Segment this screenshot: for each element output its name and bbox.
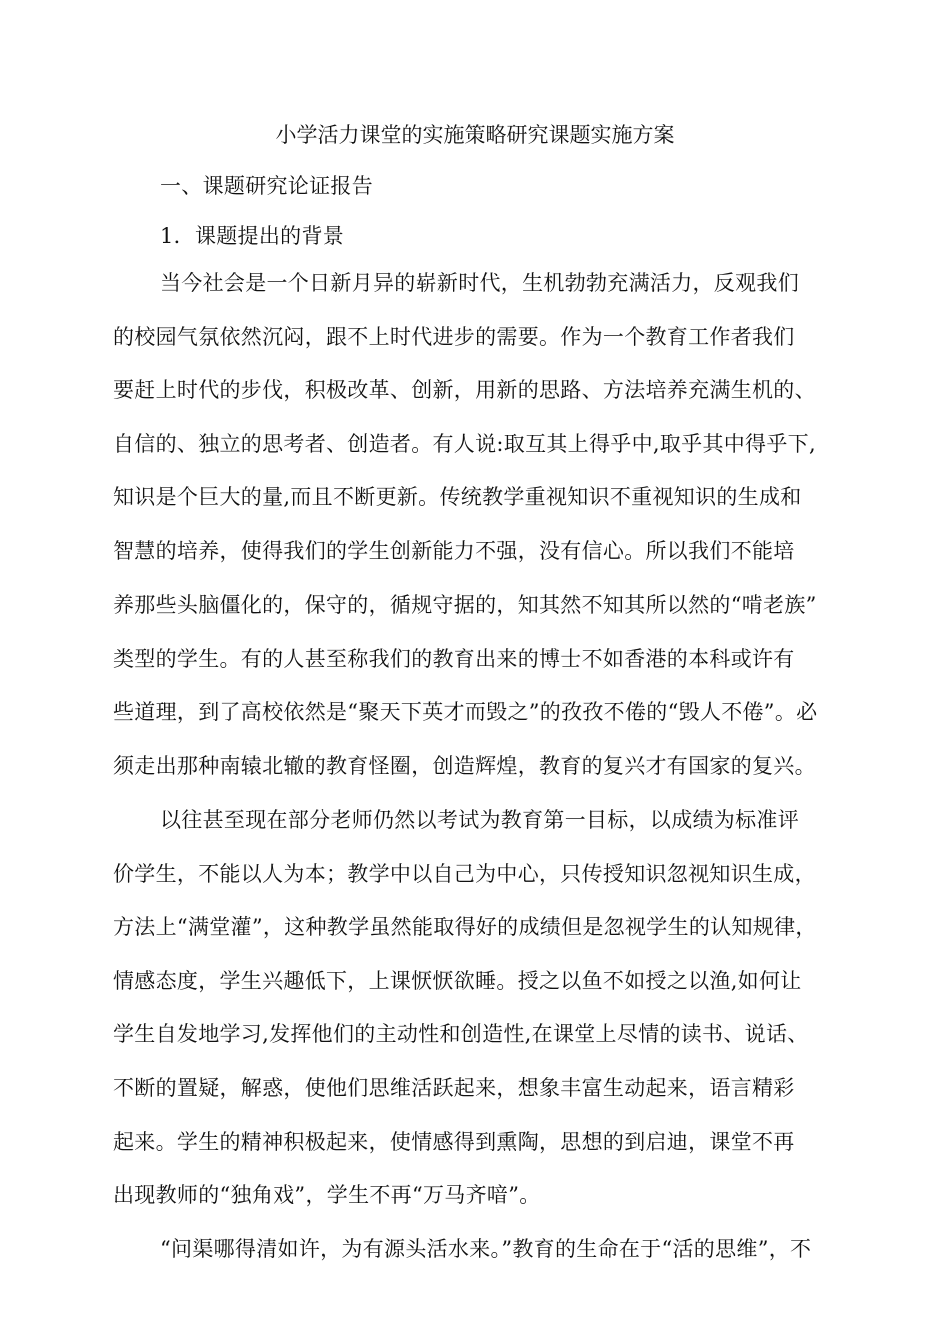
paragraph-line: 养那些头脑僵化的，保守的，循规守据的，知其然不知其所以然的“啃老族”	[113, 593, 817, 617]
paragraph-line: 起来。学生的精神积极起来，使情感得到熏陶，思想的到启迪，课堂不再	[113, 1130, 795, 1154]
paragraph-line: 情感态度，学生兴趣低下，上课恹恹欲睡。授之以鱼不如授之以渔,如何让	[113, 969, 802, 993]
paragraph-line: 知识是个巨大的量,而且不断更新。传统教学重视知识不重视知识的生成和	[113, 485, 802, 509]
paragraph-line: 自信的、独立的思考者、创造者。有人说:取互其上得乎中,取乎其中得乎下,	[113, 432, 816, 456]
paragraph-line: 些道理，到了高校依然是“聚天下英才而毁之”的孜孜不倦的“毁人不倦”。必	[113, 700, 818, 724]
paragraph-line: 须走出那种南辕北辙的教育怪圈，创造辉煌，教育的复兴才有国家的复兴。	[113, 754, 816, 778]
paragraph-line: “问渠哪得清如许，为有源头活水来。”教育的生命在于“活的思维”，不	[160, 1237, 812, 1261]
paragraph-line: 不断的置疑，解惑，使他们思维活跃起来，想象丰富生动起来，语言精彩	[113, 1076, 795, 1100]
paragraph-line: 价学生，不能以人为本；教学中以自己为中心，只传授知识忽视知识生成，	[113, 862, 816, 886]
paragraph-line: 智慧的培养，使得我们的学生创新能力不强，没有信心。所以我们不能培	[113, 539, 795, 563]
paragraph-line: 类型的学生。有的人甚至称我们的教育出来的博士不如香港的本科或许有	[113, 647, 795, 671]
paragraph-line: 要赶上时代的步伐，积极改革、创新，用新的思路、方法培养充满生机的、	[113, 378, 816, 402]
paragraph-line: 以往甚至现在部分老师仍然以考试为教育第一目标，以成绩为标准评	[160, 808, 799, 832]
paragraph-line: 方法上“满堂灌”，这种教学虽然能取得好的成绩但是忽视学生的认知规律，	[113, 915, 817, 939]
section-heading: 一、课题研究论证报告	[160, 174, 373, 198]
paragraph-line: 当今社会是一个日新月异的崭新时代，生机勃勃充满活力，反观我们	[160, 271, 799, 295]
document-title: 小学活力课堂的实施策略研究课题实施方案	[275, 123, 675, 147]
paragraph-line: 的校园气氛依然沉闷，跟不上时代进步的需要。作为一个教育工作者我们	[113, 325, 795, 349]
paragraph-line: 学生自发地学习,发挥他们的主动性和创造性,在课堂上尽情的读书、说话、	[113, 1022, 809, 1046]
paragraph-line: 出现教师的“独角戏”，学生不再“万马齐喑”。	[113, 1183, 541, 1207]
subsection-heading: 1．课题提出的背景	[160, 224, 345, 248]
